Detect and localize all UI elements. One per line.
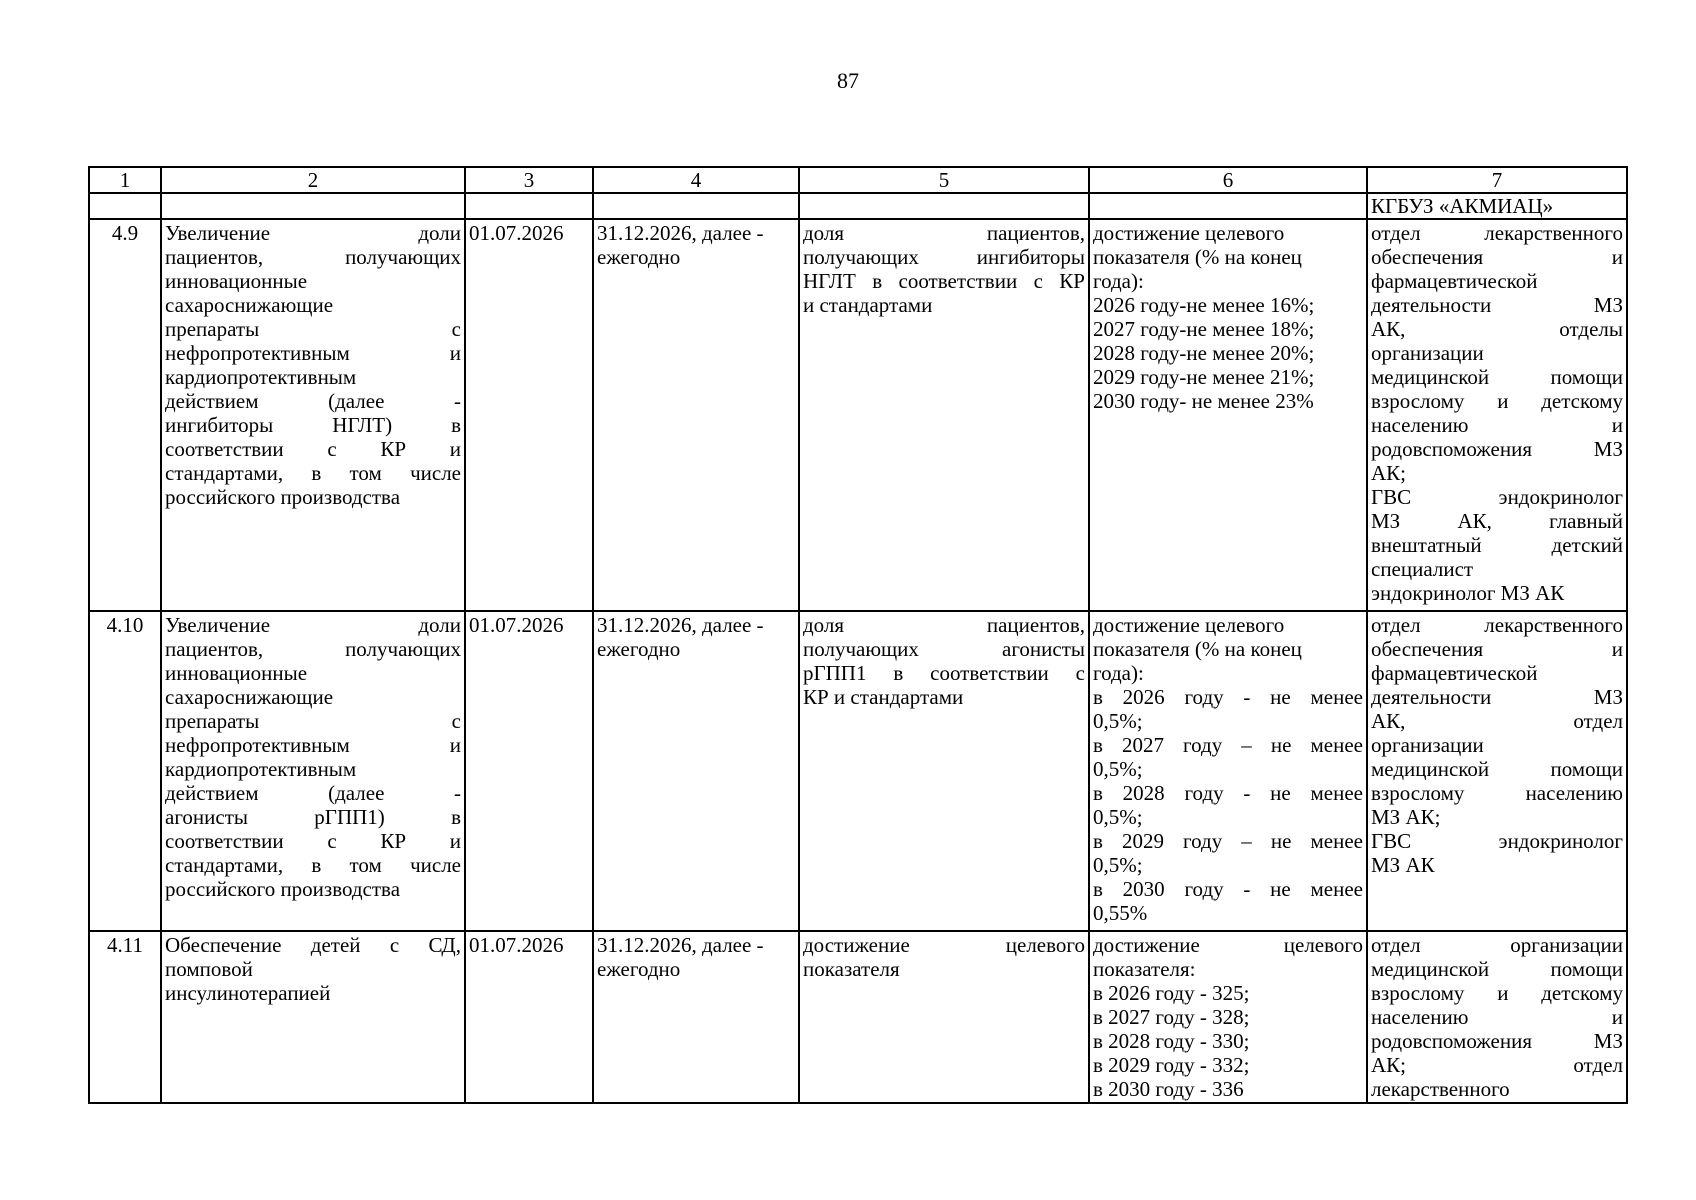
end-date-cell [593, 219, 799, 611]
text-line: в 2027 году - 328; [1093, 1005, 1250, 1029]
empty-cell [1089, 193, 1367, 219]
start-date: 01.07.2026 [465, 611, 593, 931]
indicator-cell [799, 931, 1089, 1103]
empty-cell [593, 193, 799, 219]
plan-table [88, 166, 1628, 1104]
text-line: отдел организации [1371, 933, 1623, 957]
measure-cell [161, 931, 465, 1103]
text-line: родовспоможения МЗ [1371, 437, 1623, 461]
text-line: взрослому и детскому [1371, 981, 1623, 1005]
text-line: Увеличение доли [165, 221, 461, 245]
text-line: деятельности МЗ [1371, 293, 1623, 317]
text-line: в 2029 году – не менее [1093, 829, 1363, 853]
text-line: в 2028 году - не менее [1093, 781, 1363, 805]
text-line: российского производства [165, 877, 401, 901]
text-line: 31.12.2026, далее - [597, 933, 764, 957]
table-row [89, 219, 1627, 611]
text-line: стандартами, в том числе [165, 853, 461, 877]
text-line: в 2030 году - 336 [1093, 1077, 1244, 1101]
text-line: 0,55% [1093, 901, 1148, 925]
measure-cell [161, 611, 465, 931]
text-line: пациентов, получающих [165, 637, 461, 661]
column-number: 2 [161, 167, 465, 193]
end-date-cell [593, 931, 799, 1103]
text-line: нефропротективным и [165, 341, 461, 365]
column-number: 7 [1367, 167, 1627, 193]
text-line: организации [1371, 341, 1484, 365]
page-number: 87 [837, 68, 859, 93]
row-number: 4.10 [89, 611, 161, 931]
result-cell [1089, 219, 1367, 611]
text-line: показателя (% на конец [1093, 245, 1302, 269]
text-line: внештатный детский [1371, 533, 1623, 557]
text-line: сахароснижающие [165, 293, 334, 317]
text-line: достижение целевого [1093, 933, 1363, 957]
end-date-cell [593, 611, 799, 931]
column-number: 3 [465, 167, 593, 193]
text-line: отдел лекарственного [1371, 221, 1623, 245]
text-line: ГВС эндокринолог [1371, 829, 1623, 853]
text-line: года): [1093, 661, 1144, 685]
text-line: родовспоможения МЗ [1371, 1029, 1623, 1053]
table-row [89, 931, 1627, 1103]
text-line: показателя: [1093, 957, 1196, 981]
text-line: ежегодно [597, 245, 681, 269]
text-line: достижение целевого [803, 933, 1085, 957]
text-line: в 2028 году - 330; [1093, 1029, 1250, 1053]
text-line: 2030 году- не менее 23% [1093, 389, 1314, 413]
start-date: 01.07.2026 [465, 219, 593, 611]
text-line: АК; [1371, 461, 1407, 485]
text-line: 2028 году-не менее 20%; [1093, 341, 1315, 365]
text-line: получающих ингибиторы [803, 245, 1085, 269]
responsible-cell [1367, 219, 1627, 611]
text-line: пациентов, получающих [165, 245, 461, 269]
text-line: действием (далее - [165, 389, 461, 413]
text-line: АК, отдел [1371, 709, 1623, 733]
text-line: доля пациентов, [803, 613, 1085, 637]
text-line: кардиопротективным [165, 365, 357, 389]
empty-cell [465, 193, 593, 219]
text-line: года): [1093, 269, 1144, 293]
text-line: МЗ АК; [1371, 805, 1441, 829]
text-line: в 2027 году – не менее [1093, 733, 1363, 757]
text-line: ежегодно [597, 957, 681, 981]
text-line: взрослому и детскому [1371, 389, 1623, 413]
text-line: 2027 году-не менее 18%; [1093, 317, 1315, 341]
result-cell [1089, 931, 1367, 1103]
text-line: инсулинотерапией [165, 981, 331, 1005]
text-line: населению и [1371, 1005, 1623, 1029]
responsible-cell [1367, 931, 1627, 1103]
text-line: организации [1371, 733, 1484, 757]
text-line: фармацевтической [1371, 269, 1538, 293]
text-line: и стандартами [803, 293, 933, 317]
text-line: лекарственного [1371, 1077, 1510, 1101]
text-line: соответствии с КР и [165, 437, 461, 461]
row-number: 4.11 [89, 931, 161, 1103]
table-row [89, 611, 1627, 931]
text-line: российского производства [165, 485, 401, 509]
text-line: НГЛТ в соответствии с КР [803, 269, 1085, 293]
indicator-cell [799, 219, 1089, 611]
text-line: эндокринолог МЗ АК [1371, 581, 1565, 605]
text-line: 0,5%; [1093, 709, 1143, 733]
column-number-row [89, 167, 1627, 193]
text-line: медицинской помощи [1371, 957, 1623, 981]
text-line: 0,5%; [1093, 853, 1143, 877]
text-line: 0,5%; [1093, 805, 1143, 829]
text-line: деятельности МЗ [1371, 685, 1623, 709]
text-line: агонисты рГПП1) в [165, 805, 461, 829]
text-line: 31.12.2026, далее - [597, 221, 764, 245]
text-line: медицинской помощи [1371, 365, 1623, 389]
text-line: КР и стандартами [803, 685, 964, 709]
text-line: АК; отдел [1371, 1053, 1623, 1077]
text-line: инновационные [165, 269, 308, 293]
text-line: 0,5%; [1093, 757, 1143, 781]
text-line: действием (далее - [165, 781, 461, 805]
column-number: 1 [89, 167, 161, 193]
continuation-row [89, 193, 1627, 219]
responsible-cell [1367, 611, 1627, 931]
text-line: МЗ АК [1371, 853, 1435, 877]
text-line: ежегодно [597, 637, 681, 661]
text-line: МЗ АК, главный [1371, 509, 1623, 533]
continued-responsible: КГБУЗ «АКМИАЦ» [1367, 193, 1627, 219]
text-line: обеспечения и [1371, 245, 1623, 269]
start-date: 01.07.2026 [465, 931, 593, 1103]
text-line: достижение целевого [1093, 221, 1285, 245]
text-line: показателя (% на конец [1093, 637, 1302, 661]
text-line: показателя [803, 957, 900, 981]
text-line: в 2026 году - не менее [1093, 685, 1363, 709]
text-line: обеспечения и [1371, 637, 1623, 661]
text-line: сахароснижающие [165, 685, 334, 709]
text-line: нефропротективным и [165, 733, 461, 757]
text-line: населению и [1371, 413, 1623, 437]
text-line: соответствии с КР и [165, 829, 461, 853]
column-number: 4 [593, 167, 799, 193]
text-line: Увеличение доли [165, 613, 461, 637]
text-line: инновационные [165, 661, 308, 685]
row-number: 4.9 [89, 219, 161, 611]
text-line: достижение целевого [1093, 613, 1285, 637]
text-line: медицинской помощи [1371, 757, 1623, 781]
text-line: в 2029 году - 332; [1093, 1053, 1250, 1077]
text-line: получающих агонисты [803, 637, 1085, 661]
indicator-cell [799, 611, 1089, 931]
text-line: АК, отделы [1371, 317, 1623, 341]
text-line: 2026 году-не менее 16%; [1093, 293, 1315, 317]
text-line: помповой [165, 957, 253, 981]
text-line: Обеспечение детей с СД, [165, 933, 461, 957]
text-line: 2029 году-не менее 21%; [1093, 365, 1315, 389]
text-line: фармацевтической [1371, 661, 1538, 685]
text-line: 31.12.2026, далее - [597, 613, 764, 637]
text-line: кардиопротективным [165, 757, 357, 781]
text-line: специалист [1371, 557, 1474, 581]
text-line: отдел лекарственного [1371, 613, 1623, 637]
text-line: взрослому населению [1371, 781, 1623, 805]
result-cell [1089, 611, 1367, 931]
text-line: доля пациентов, [803, 221, 1085, 245]
text-line: препараты с [165, 709, 461, 733]
empty-cell [161, 193, 465, 219]
text-line: в 2030 году - не менее [1093, 877, 1363, 901]
column-number: 6 [1089, 167, 1367, 193]
text-line: рГПП1 в соответствии с [803, 661, 1085, 685]
text-line: стандартами, в том числе [165, 461, 461, 485]
empty-cell [89, 193, 161, 219]
empty-cell [799, 193, 1089, 219]
text-line: препараты с [165, 317, 461, 341]
text-line: ГВС эндокринолог [1371, 485, 1623, 509]
text-line: в 2026 году - 325; [1093, 981, 1250, 1005]
column-number: 5 [799, 167, 1089, 193]
measure-cell [161, 219, 465, 611]
text-line: ингибиторы НГЛТ) в [165, 413, 461, 437]
